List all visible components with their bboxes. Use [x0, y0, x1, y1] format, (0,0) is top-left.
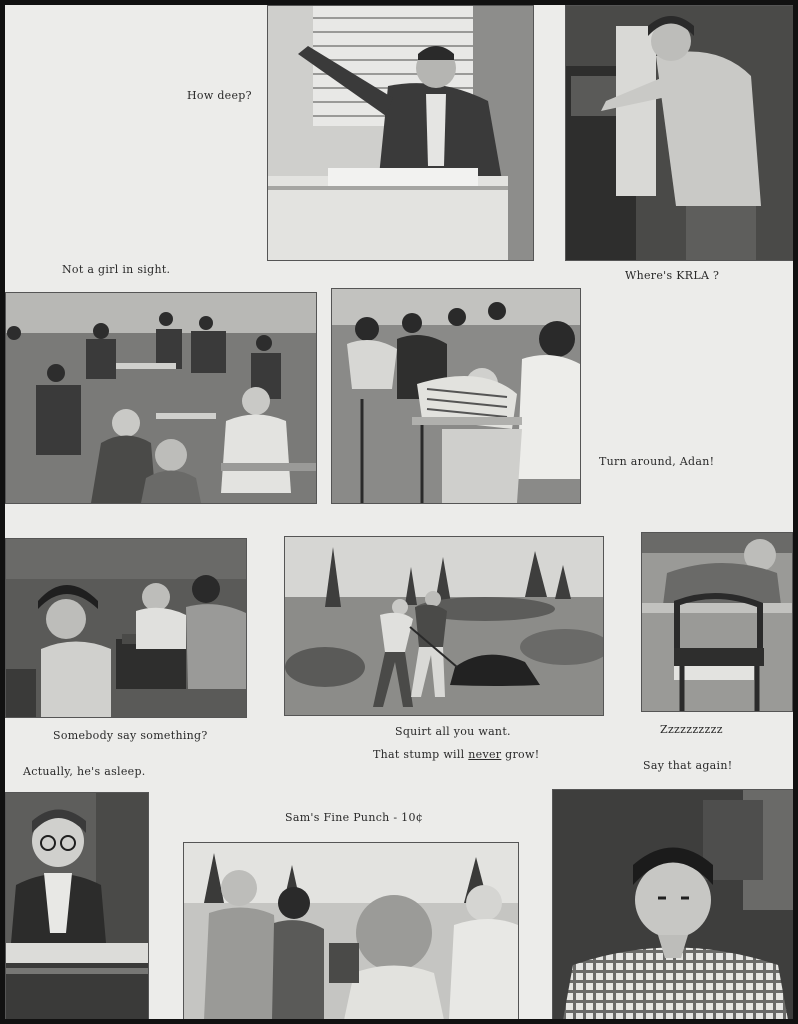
caption-not-a-girl: Not a girl in sight.	[62, 263, 171, 276]
caption-somebody-say: Somebody say something?	[53, 729, 208, 742]
caption-stump-emphasis: never	[468, 748, 502, 761]
caption-punch: Sam's Fine Punch - 10¢	[285, 811, 424, 824]
caption-say-again: Say that again!	[643, 759, 733, 772]
caption-turn-around: Turn around, Adan!	[599, 455, 715, 468]
caption-zzz: Zzzzzzzzzz	[660, 723, 723, 736]
caption-stump	[373, 748, 539, 761]
yearbook-page	[5, 5, 793, 1019]
sleeping-student-photo	[641, 532, 793, 712]
typing-class-photo	[5, 538, 247, 718]
caption-asleep: Actually, he's asleep.	[23, 765, 146, 778]
caption-krla: Where's KRLA ?	[625, 269, 720, 282]
girl-at-radio-photo	[565, 5, 793, 261]
glasses-student-photo	[5, 792, 149, 1019]
teacher-pointing-photo	[267, 5, 534, 261]
caption-stump-end: grow!	[501, 748, 540, 761]
stump-digging-photo	[284, 536, 604, 716]
punch-crowd-photo	[183, 842, 519, 1019]
caption-squirt: Squirt all you want.	[395, 725, 511, 738]
caption-stump-start: That stump will	[373, 748, 469, 761]
students-at-desks-photo	[331, 288, 581, 504]
boys-classroom-photo	[5, 292, 317, 504]
plaid-shirt-boy-photo	[552, 789, 793, 1019]
caption-how-deep: How deep?	[187, 89, 252, 102]
